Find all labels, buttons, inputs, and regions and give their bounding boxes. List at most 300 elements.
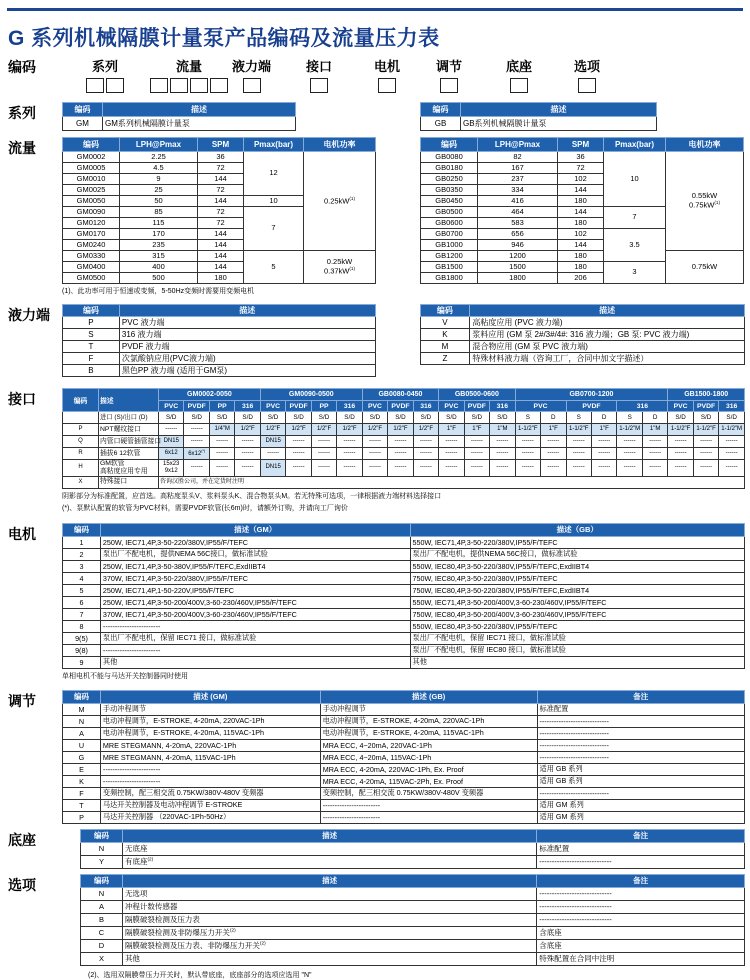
section-gutter: [8, 690, 62, 824]
table-cell: 1-1/2"F: [566, 424, 591, 436]
code-group: [306, 56, 332, 93]
table-body: [420, 317, 744, 365]
table-row: [421, 152, 744, 163]
code-box: [170, 78, 188, 93]
table-cell: Q: [63, 436, 99, 448]
table-cell: GM0002: [63, 152, 120, 163]
table-cell: ------: [260, 448, 285, 460]
interface-note-1: 阴影部分为标准配置，应首选。高粘度泵头V、浆料泵头K、混合物泵头M。若无特殊可选项，一律根据液力端材料选择接口: [62, 492, 442, 500]
table-cell: ------: [515, 460, 540, 477]
header-cell: 编码: [63, 389, 99, 412]
code-box: [210, 78, 228, 93]
table-row: [63, 620, 745, 632]
table-cell: 1/2"F: [362, 424, 387, 436]
table-cell: 进口 (S)/出口 (D): [99, 412, 159, 424]
table-cell: 泵出厂不配电机，保留 IEC80 接口，做标准试验: [410, 644, 745, 656]
table-cell: 72: [558, 163, 604, 174]
table-cell: E: [63, 763, 101, 775]
table-cell: 180: [558, 251, 604, 262]
table-row: [63, 365, 376, 377]
code-boxes: [378, 78, 396, 93]
table-cell: 400: [120, 262, 198, 273]
header-cell: 编码: [81, 874, 123, 887]
table-cell: 583: [478, 218, 558, 229]
table-cell: 946: [478, 240, 558, 251]
table-row: [420, 305, 744, 317]
table-cell: ------: [719, 448, 745, 460]
page-title: G 系列机械隔膜计量泵产品编码及流量压力表: [8, 27, 440, 50]
code-group: [374, 56, 400, 93]
table-cell: ------: [490, 448, 515, 460]
table-row: [63, 763, 745, 775]
table-cell: 10: [244, 196, 304, 207]
table-cell: ------: [515, 436, 540, 448]
header-cell: LPH@Pmax: [120, 138, 198, 152]
table-row: [63, 739, 745, 751]
code-boxes: [310, 78, 328, 93]
table-cell: ------: [235, 460, 260, 477]
table-row: [63, 103, 296, 117]
table-head: [421, 103, 657, 117]
table-body: [421, 152, 744, 284]
table-cell: 冲程计数传感器: [122, 900, 536, 913]
header-cell: 316: [413, 401, 438, 412]
section-flow: [8, 137, 745, 296]
table-row: [63, 596, 745, 608]
table-cell: -----------------------------: [537, 751, 745, 763]
table-body: [63, 152, 376, 284]
table-row: [63, 727, 745, 739]
table-cell: 1/2"F: [337, 424, 362, 436]
table-row: [63, 715, 745, 727]
table-cell: PVDF 液力端: [119, 341, 375, 353]
table-cell: 102: [558, 229, 604, 240]
table-cell: F: [63, 353, 120, 365]
table-cell: S/D: [260, 412, 285, 424]
table-cell: ------: [337, 460, 362, 477]
header-cell: 编码: [63, 138, 120, 152]
code-group-label: 底座: [506, 59, 533, 74]
header-cell: PVC: [439, 401, 464, 412]
table-cell: ------: [591, 448, 616, 460]
table-cell: GM0050: [63, 196, 120, 207]
table-cell: 3: [63, 560, 101, 572]
table-cell: 特殊接口: [99, 476, 159, 488]
table-cell: D: [81, 939, 123, 952]
table-cell: 隔膜破裂检测及压力表: [122, 913, 536, 926]
header-cell: 编码: [421, 138, 478, 152]
table-cell: 416: [478, 196, 558, 207]
table-cell: A: [63, 727, 101, 739]
table-cell: S/D: [388, 412, 413, 424]
table-cell: GM0170: [63, 229, 120, 240]
table-cell: 6x12(*): [184, 448, 209, 460]
table-row: [63, 389, 745, 401]
table-cell: 7: [244, 207, 304, 251]
section-gutter: [8, 102, 62, 131]
table-cell: ------: [617, 448, 642, 460]
table-cell: 144: [198, 196, 244, 207]
table-row: [420, 353, 744, 365]
table-head: [421, 138, 744, 152]
table-cell: ------------------------: [320, 811, 537, 823]
code-box: [578, 78, 596, 93]
section-series: [8, 102, 745, 131]
table-cell: S/D: [311, 412, 336, 424]
table-cell: T: [63, 341, 120, 353]
table-cell: 含底座: [537, 926, 745, 939]
flow-note: (1)、此功率可用于恒速或变频，5-50Hz变频时需要用变频电机: [62, 288, 255, 295]
table-cell: ------: [362, 460, 387, 477]
table-cell: 1"F: [439, 424, 464, 436]
table-row: [81, 900, 745, 913]
table-cell: N: [81, 887, 123, 900]
table-cell: ------: [413, 436, 438, 448]
code-box: [510, 78, 528, 93]
table-cell: GB1200: [421, 251, 478, 262]
table-cell: 马达开关控制器 （220VAC-1Ph-50Hz）: [100, 811, 320, 823]
table-cell: 标准配置: [537, 703, 745, 715]
table-cell: 4.5: [120, 163, 198, 174]
table-cell: S: [63, 329, 120, 341]
interface-table: [62, 388, 745, 489]
table-cell: ------: [311, 436, 336, 448]
table-row: [420, 329, 744, 341]
table-row: [63, 329, 376, 341]
table-cell: 250W, IEC71,4P,3-50-220/380V,IP55/F/TEFC: [100, 536, 410, 548]
table-cell: 115: [120, 218, 198, 229]
table-cell: MRA ECC, 4-20mA, 115VAC-2Ph, Ex. Proof: [320, 775, 537, 787]
table-row: [81, 913, 745, 926]
table-cell: ------: [286, 460, 311, 477]
table-row: [63, 448, 745, 460]
table-cell: ------: [464, 436, 489, 448]
header-cell: 编码: [63, 690, 101, 703]
table-cell: -----------------------------: [537, 913, 745, 926]
table-cell: 235: [120, 240, 198, 251]
table-cell: ------: [617, 460, 642, 477]
code-boxes: [578, 78, 596, 93]
liquid-end-table-left: [62, 304, 376, 377]
table-cell: ------------------------: [100, 763, 320, 775]
table-cell: 手动冲程调节: [320, 703, 537, 715]
table-cell: 泵出厂不配电机，保留 IEC71 接口，做标准试验: [410, 632, 745, 644]
table-cell: ------: [668, 448, 693, 460]
table-cell: 8: [63, 620, 101, 632]
table-cell: 1-1/2"M: [617, 424, 642, 436]
header-cell: GB0080-0450: [362, 389, 438, 401]
table-cell: ------: [337, 448, 362, 460]
table-row: [81, 842, 745, 855]
header-cell: 描述（GB）: [410, 523, 745, 536]
table-cell: ------------------------: [100, 620, 410, 632]
code-box: [150, 78, 168, 93]
code-box: [86, 78, 104, 93]
table-cell: K: [420, 329, 470, 341]
table-cell: 其他: [122, 952, 536, 965]
table-cell: 其他: [100, 656, 410, 668]
header-cell: SPM: [198, 138, 244, 152]
top-rule: [7, 8, 743, 11]
table-cell: 6: [63, 596, 101, 608]
table-row: [421, 103, 657, 117]
table-head: [420, 305, 744, 317]
code-group-label: 液力端: [232, 59, 272, 74]
header-cell: GM0090-0500: [260, 389, 362, 401]
table-cell: GB0250: [421, 174, 478, 185]
code-box: [310, 78, 328, 93]
table-cell: ------: [464, 460, 489, 477]
table-row: [63, 584, 745, 596]
table-cell: S: [617, 412, 642, 424]
table-cell: T: [63, 799, 101, 811]
table-cell: ------: [311, 460, 336, 477]
table-cell: MRA ECC, 4-20mA, 220VAC-1Ph, Ex. Proof: [320, 763, 537, 775]
table-cell: GB系列机械隔膜计量泵: [461, 117, 657, 131]
flow-gm-column: [62, 137, 376, 296]
table-cell: S/D: [235, 412, 260, 424]
table-cell: MRE STEGMANN, 4-20mA, 115VAC-1Ph: [100, 751, 320, 763]
table-cell: ------: [642, 460, 667, 477]
table-cell: ------: [464, 448, 489, 460]
table-cell: 550W, IEC71,4P,3-50-220/380V,IP55/F/TEFC: [410, 536, 745, 548]
header-cell: 描述 (GM): [100, 690, 320, 703]
table-cell: G: [63, 751, 101, 763]
table-cell: 0.75kW: [666, 251, 744, 284]
table-row: [63, 460, 745, 477]
table-row: [63, 787, 745, 799]
flow-table-gb: [420, 137, 744, 284]
table-row: [63, 152, 376, 163]
table-cell: 隔膜破裂检测及非防爆压力开关$^{(2)}$: [122, 926, 536, 939]
table-cell: ------------------------: [100, 644, 410, 656]
code-group-label: 接口: [306, 59, 333, 74]
table-cell: 750W, IEC80,4P,3-50-220/380V,IP55/F/TEFC: [410, 572, 745, 584]
table-cell: 1"M: [490, 424, 515, 436]
table-cell: D: [591, 412, 616, 424]
table-cell: 插拔6 12软管: [99, 448, 159, 460]
table-cell: -----------------------------: [537, 727, 745, 739]
table-cell: ------: [439, 460, 464, 477]
section-label-interface: 接口: [8, 391, 36, 407]
table-cell: NPT螺纹接口: [99, 424, 159, 436]
table-cell: 变频控制，配三相交流 0.75KW/380V-480V 变频器: [100, 787, 320, 799]
header-cell: 316: [490, 401, 515, 412]
section-base: [8, 829, 745, 869]
header-cell: 备注: [537, 690, 745, 703]
table-cell: C: [81, 926, 123, 939]
table-cell: ------: [591, 460, 616, 477]
table-cell: N: [81, 842, 123, 855]
table-row: [63, 305, 376, 317]
header-cell: 描述: [122, 874, 536, 887]
table-cell: ------: [490, 436, 515, 448]
table-cell: 750W, IEC80,4P,3-50-200/400V,3-60-230/460V,IP55/F/TEFC: [410, 608, 745, 620]
table-cell: 高粘度应用 (PVC 液力端): [470, 317, 745, 329]
section-adjust: [8, 690, 745, 824]
table-cell: ------: [235, 448, 260, 460]
table-row: [63, 536, 745, 548]
table-cell: GM0010: [63, 174, 120, 185]
table-cell: 其他: [410, 656, 745, 668]
table-cell: ------: [668, 436, 693, 448]
table-cell: 1"F: [541, 424, 566, 436]
header-cell: 描述 (GB): [320, 690, 537, 703]
table-cell: 10: [604, 152, 666, 207]
table-row: [63, 799, 745, 811]
table-cell: ------: [413, 460, 438, 477]
table-cell: ------: [388, 436, 413, 448]
table-cell: 泵出厂不配电机，提供NEMA 56C接口，做标准试验: [100, 548, 410, 560]
table-row: [63, 632, 745, 644]
table-cell: GM0330: [63, 251, 120, 262]
code-box: [106, 78, 124, 93]
code-box: [243, 78, 261, 93]
table-cell: -----------------------------: [537, 715, 745, 727]
table-cell: 1/2"F: [413, 424, 438, 436]
code-box: [190, 78, 208, 93]
table-cell: 50: [120, 196, 198, 207]
table-row: [81, 926, 745, 939]
table-row: [421, 251, 744, 262]
table-row: [63, 775, 745, 787]
table-cell: GB0600: [421, 218, 478, 229]
table-cell: 170: [120, 229, 198, 240]
table-cell: 180: [198, 273, 244, 284]
table-row: [63, 251, 376, 262]
header-cell: GM0002-0050: [159, 389, 261, 401]
section-options: [8, 874, 745, 980]
header-cell: 描述: [461, 103, 657, 117]
header-cell: 316: [719, 401, 745, 412]
table-cell: ------: [362, 436, 387, 448]
table-body: [421, 117, 657, 131]
table-cell: 电动冲程调节，E-STROKE, 4-20mA, 115VAC-1Ph: [100, 727, 320, 739]
table-cell: 144: [558, 240, 604, 251]
table-cell: 1/4"M: [209, 424, 234, 436]
table-cell: 咨询汉胜公司，并在定货时注明: [159, 476, 745, 488]
table-cell: MRE STEGMANN, 4-20mA, 220VAC-1Ph: [100, 739, 320, 751]
table-cell: ------: [693, 436, 718, 448]
header-cell: Pmax(bar): [604, 138, 666, 152]
table-row: [81, 939, 745, 952]
table-cell: 25: [120, 185, 198, 196]
table-cell: 马达开关控制器及电动冲程调节 E-STROKE: [100, 799, 320, 811]
table-cell: ------: [337, 436, 362, 448]
table-row: [63, 138, 376, 152]
table-cell: 102: [558, 174, 604, 185]
flow-table-gm: [62, 137, 376, 284]
table-cell: Z: [420, 353, 470, 365]
header-cell: 描述: [119, 305, 375, 317]
table-cell: 180: [558, 218, 604, 229]
table-cell: 标准配置: [537, 842, 745, 855]
table-cell: 1800: [478, 273, 558, 284]
table-cell: 500: [120, 273, 198, 284]
table-cell: GM0400: [63, 262, 120, 273]
table-cell: 72: [198, 185, 244, 196]
table-cell: 334: [478, 185, 558, 196]
header-cell: PVDF: [184, 401, 209, 412]
table-cell: ------: [566, 436, 591, 448]
table-cell: ------: [642, 448, 667, 460]
header-cell: PVDF: [388, 401, 413, 412]
table-cell: D: [541, 412, 566, 424]
table-cell: GM0500: [63, 273, 120, 284]
code-box: [440, 78, 458, 93]
table-row: [81, 855, 745, 868]
table-row: [63, 117, 296, 131]
table-cell: 250W, IEC71,4P,1-50-220V,IP55/F/TEFC: [100, 584, 410, 596]
table-cell: 180: [558, 262, 604, 273]
table-cell: ------: [693, 448, 718, 460]
table-cell: 1"M: [642, 424, 667, 436]
table-head: [63, 389, 745, 412]
table-row: [63, 608, 745, 620]
table-cell: 237: [478, 174, 558, 185]
table-cell: M: [420, 341, 470, 353]
section-label-options: 选项: [8, 876, 36, 893]
table-cell: P: [63, 317, 120, 329]
liquid-end-table-right: [420, 304, 745, 365]
table-cell: GB0080: [421, 152, 478, 163]
table-cell: 316 液力端: [119, 329, 375, 341]
header-cell: 描述: [103, 103, 296, 117]
code-group: [86, 56, 124, 93]
header-cell: PVDF: [464, 401, 489, 412]
table-cell: -----------------------------: [537, 787, 745, 799]
table-cell: ------: [362, 448, 387, 460]
table-cell: 2.25: [120, 152, 198, 163]
table-cell: 315: [120, 251, 198, 262]
table-cell: 混合物应用 (GM 泵 PVC 液力端): [470, 341, 745, 353]
table-cell: 适用 GB 系列: [537, 775, 745, 787]
table-cell: X: [63, 476, 99, 488]
code-group: [150, 56, 228, 93]
table-cell: GM0120: [63, 218, 120, 229]
table-cell: 内管口硬管插管接口: [99, 436, 159, 448]
table-cell: GB0350: [421, 185, 478, 196]
code-group-label: 系列: [91, 59, 118, 74]
table-cell: 72: [198, 163, 244, 174]
code-group: [506, 56, 532, 93]
table-cell: 656: [478, 229, 558, 240]
table-cell: 144: [558, 185, 604, 196]
table-row: [63, 436, 745, 448]
table-cell: DN15: [260, 436, 285, 448]
table-cell: ------: [642, 436, 667, 448]
table-body: [63, 703, 745, 823]
code-boxes: [86, 78, 124, 93]
table-cell: B: [81, 913, 123, 926]
header-cell: PVC: [260, 401, 285, 412]
table-cell: 1/2"F: [311, 424, 336, 436]
table-cell: 手动冲程调节: [100, 703, 320, 715]
table-cell: ------: [490, 460, 515, 477]
table-cell: -----------------------------: [537, 855, 745, 868]
table-cell: 特殊材料液力端（咨询工厂，合同中加文字描述）: [470, 353, 745, 365]
base-table: [80, 829, 745, 869]
document-page: [0, 8, 750, 979]
table-cell: ------: [413, 448, 438, 460]
table-cell: 2: [63, 548, 101, 560]
motor-note: 单相电机不能与马达开关控制器同时使用: [62, 672, 188, 680]
table-cell: 1: [63, 536, 101, 548]
header-cell: PP: [311, 401, 336, 412]
table-cell: 750W, IEC80,4P,3-50-220/380V,IP55/F/TEFC,ExdIIBT4: [410, 584, 745, 596]
header-cell: 编码: [420, 305, 470, 317]
table-cell: S/D: [693, 412, 718, 424]
